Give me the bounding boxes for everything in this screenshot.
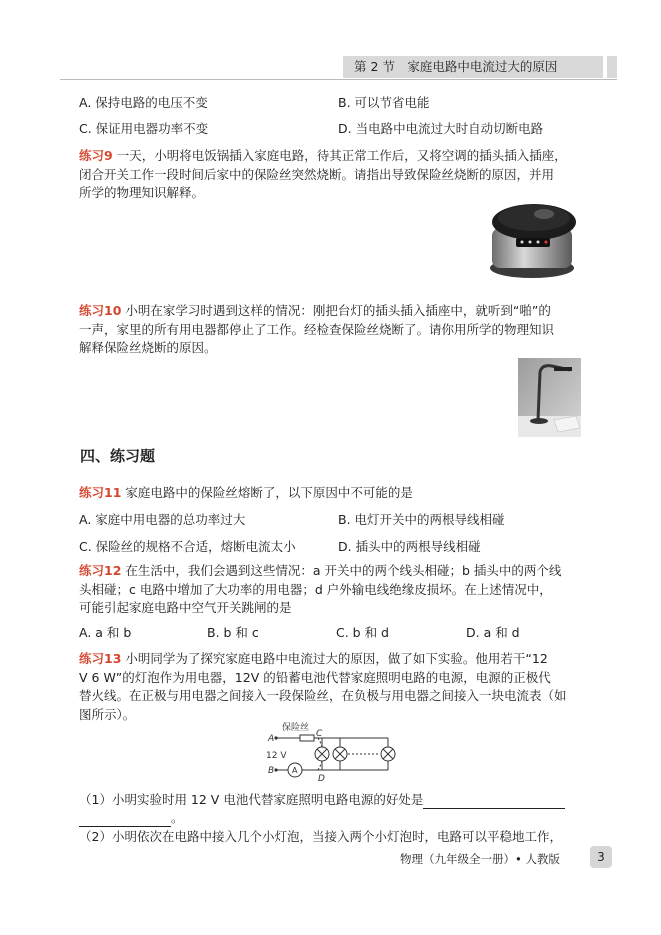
exercise-10 bbox=[79, 302, 589, 358]
ammeter-label: A bbox=[292, 766, 298, 775]
option-c: C. b 和 d bbox=[336, 625, 389, 640]
exercise-text-line: 可能引起家庭电路中空气开关跳闸的是 bbox=[79, 600, 292, 615]
exercise-text-line: 头相碰；c 电路中增加了大功率的用电器；d 户外输电线绝缘皮损坏。在上述情况中， bbox=[79, 581, 552, 597]
exercise-text-line: 在生活中，我们会遇到这些情况：a 开关中的两个线头相碰；b 插头中的两个线 bbox=[125, 563, 562, 578]
terminal-b-label: B bbox=[268, 766, 275, 776]
exercise-text-line: 小明同学为了探究家庭电路中电流过大的原因，做了如下实验。他用若干“12 bbox=[125, 651, 548, 666]
option-c: C. 保险丝的规格不合适，熔断电流太小 bbox=[79, 539, 296, 554]
exercise-13 bbox=[79, 650, 589, 724]
sub-question-1 bbox=[79, 790, 565, 809]
fuse-label: 保险丝 bbox=[282, 723, 310, 733]
chapter-section-title: 第 2 节 家庭电路中电流过大的原因 bbox=[354, 59, 558, 74]
option-d: D. 当电路中电流过大时自动切断电路 bbox=[338, 121, 544, 136]
terminal-a-label: A bbox=[268, 734, 275, 744]
point-c-label: C bbox=[316, 729, 323, 739]
sub-question-1-continuation bbox=[79, 808, 184, 827]
exercise-9 bbox=[79, 147, 589, 203]
exercise-question: 家庭电路中的保险丝熔断了，以下原因中不可能的是 bbox=[125, 485, 413, 500]
fuse-symbol bbox=[300, 735, 314, 741]
section-heading: 四、练习题 bbox=[80, 447, 156, 465]
desk-lamp-image bbox=[518, 358, 581, 437]
exercise-text-line: 一声，家里的所有用电器都停止了工作。经检查保险丝烧断了。请你用所学的物理知识 bbox=[79, 321, 555, 337]
option-b: B. b 和 c bbox=[207, 625, 259, 640]
sub-question-2: （2）小明依次在电路中接入几个小灯泡，当接入两个小灯泡时，电路可以平稳地工作， bbox=[79, 829, 562, 844]
exercise-text-line: 所学的物理知识解释。 bbox=[79, 185, 205, 200]
option-a: A. 保持电路的电压不变 bbox=[79, 95, 208, 110]
option-d: D. a 和 d bbox=[466, 625, 520, 640]
exercise-text-line: V 6 W”的灯泡作为用电器，12V 的铅蓄电池代替家庭照明电路的电源，电源的正极代 bbox=[79, 669, 551, 685]
answer-blank[interactable] bbox=[79, 812, 171, 827]
exercise-text-line: 小明在家学习时遇到这样的情况：刚把台灯的插头插入插座中，就听到“啪”的 bbox=[125, 303, 551, 318]
sub-question-end: 。 bbox=[171, 810, 184, 825]
book-title: 物理（九年级全一册）• 人教版 bbox=[400, 852, 560, 866]
exercise-text-line: 一天，小明将电饭锅插入家庭电路，待其正常工作后，又将空调的插头插入插座， bbox=[116, 148, 567, 163]
exercise-label: 练习13 bbox=[79, 651, 122, 666]
exercise-11 bbox=[79, 483, 413, 502]
point-d-label: D bbox=[318, 774, 325, 784]
page-number: 3 bbox=[590, 846, 612, 868]
exercise-text-line: 解释保险丝烧断的原因。 bbox=[79, 340, 217, 355]
sub-question-text: （1）小明实验时用 12 V 电池代替家庭照明电路电源的好处是 bbox=[79, 792, 424, 807]
exercise-label: 练习11 bbox=[79, 485, 122, 500]
exercise-12 bbox=[79, 562, 589, 618]
option-d: D. 插头中的两根导线相碰 bbox=[338, 539, 481, 554]
exercise-label: 练习12 bbox=[79, 563, 122, 578]
option-a: A. 家庭中用电器的总功率过大 bbox=[79, 512, 246, 527]
header-side-tab bbox=[607, 56, 617, 78]
exercise-label: 练习10 bbox=[79, 303, 122, 318]
header-divider bbox=[60, 79, 617, 80]
option-b: B. 可以节省电能 bbox=[338, 95, 430, 110]
circuit-diagram bbox=[262, 720, 402, 784]
option-b: B. 电灯开关中的两根导线相碰 bbox=[338, 512, 505, 527]
exercise-text-line: 闭合开关工作一段时间后家中的保险丝突然烧断。请指出导致保险丝烧断的原因，并用 bbox=[79, 166, 555, 182]
exercise-label: 练习9 bbox=[79, 148, 113, 163]
exercise-text-line: 替火线。在正极与用电器之间接入一段保险丝，在负极与用电器之间接入一块电流表（如 bbox=[79, 688, 567, 703]
exercise-text-line: 图所示）。 bbox=[79, 706, 136, 722]
rice-cooker-image bbox=[486, 198, 582, 280]
option-a: A. a 和 b bbox=[79, 625, 132, 640]
option-c: C. 保证用电器功率不变 bbox=[79, 121, 209, 136]
voltage-label: 12 V bbox=[266, 751, 287, 761]
answer-blank[interactable] bbox=[423, 794, 565, 809]
